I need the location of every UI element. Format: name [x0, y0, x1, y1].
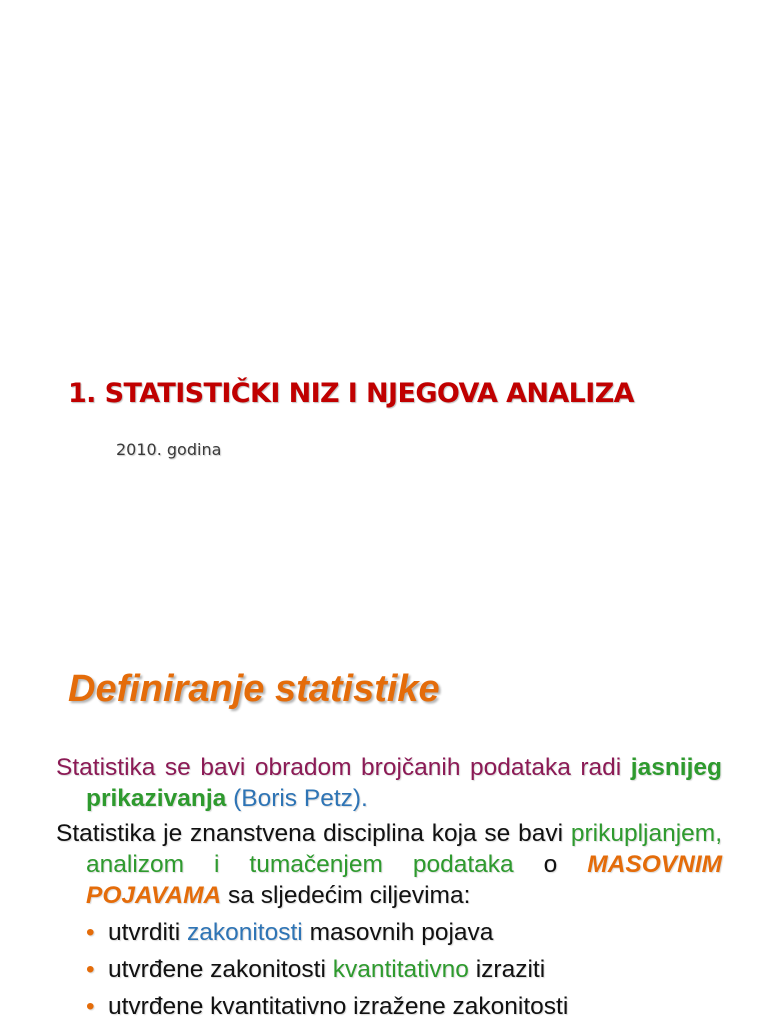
list-item — [86, 917, 722, 948]
list-item-highlight: kvantitativno — [332, 956, 469, 983]
bullet-icon: • — [86, 919, 95, 946]
list-item-text: utvrđene kvantitativno izražene zakonitosti — [108, 993, 569, 1020]
emphasis-text: prikupljanjem, analizom i tumačenjem podataka — [86, 820, 722, 878]
continuation-text: sa sljedećim ciljevima: — [228, 882, 471, 909]
section-heading: Definiranje statistike — [68, 668, 440, 710]
goals-list — [56, 917, 722, 1022]
list-item-text: masovnih pojava — [309, 919, 494, 946]
list-item — [86, 991, 722, 1022]
list-item-highlight: zakonitosti — [186, 919, 303, 946]
body-text — [56, 752, 722, 1022]
definition-paragraph-discipline — [56, 818, 722, 911]
list-item — [86, 954, 722, 985]
list-item-text: utvrditi — [108, 919, 181, 946]
slide-title: 1. STATISTIČKI NIZ I NJEGOVA ANALIZA — [68, 378, 634, 409]
definition-text: Statistika je znanstvena disciplina koja se bavi — [56, 820, 564, 847]
definition-text: Statistika se bavi obradom brojčanih podataka radi — [56, 754, 622, 781]
definition-paragraph-petz — [56, 752, 722, 814]
emphasis-text: jasnijeg prikazivanja — [86, 754, 722, 812]
author-citation: (Boris Petz). — [233, 785, 368, 812]
list-item-text: izraziti — [475, 956, 546, 983]
bullet-icon: • — [86, 993, 95, 1020]
list-item-text: utvrđene zakonitosti — [108, 956, 326, 983]
highlight-text: MASOVNIM POJAVAMA — [86, 851, 723, 909]
slide-subtitle: 2010. godina — [116, 440, 222, 459]
connector-text: o — [543, 851, 558, 878]
bullet-icon: • — [86, 956, 95, 983]
